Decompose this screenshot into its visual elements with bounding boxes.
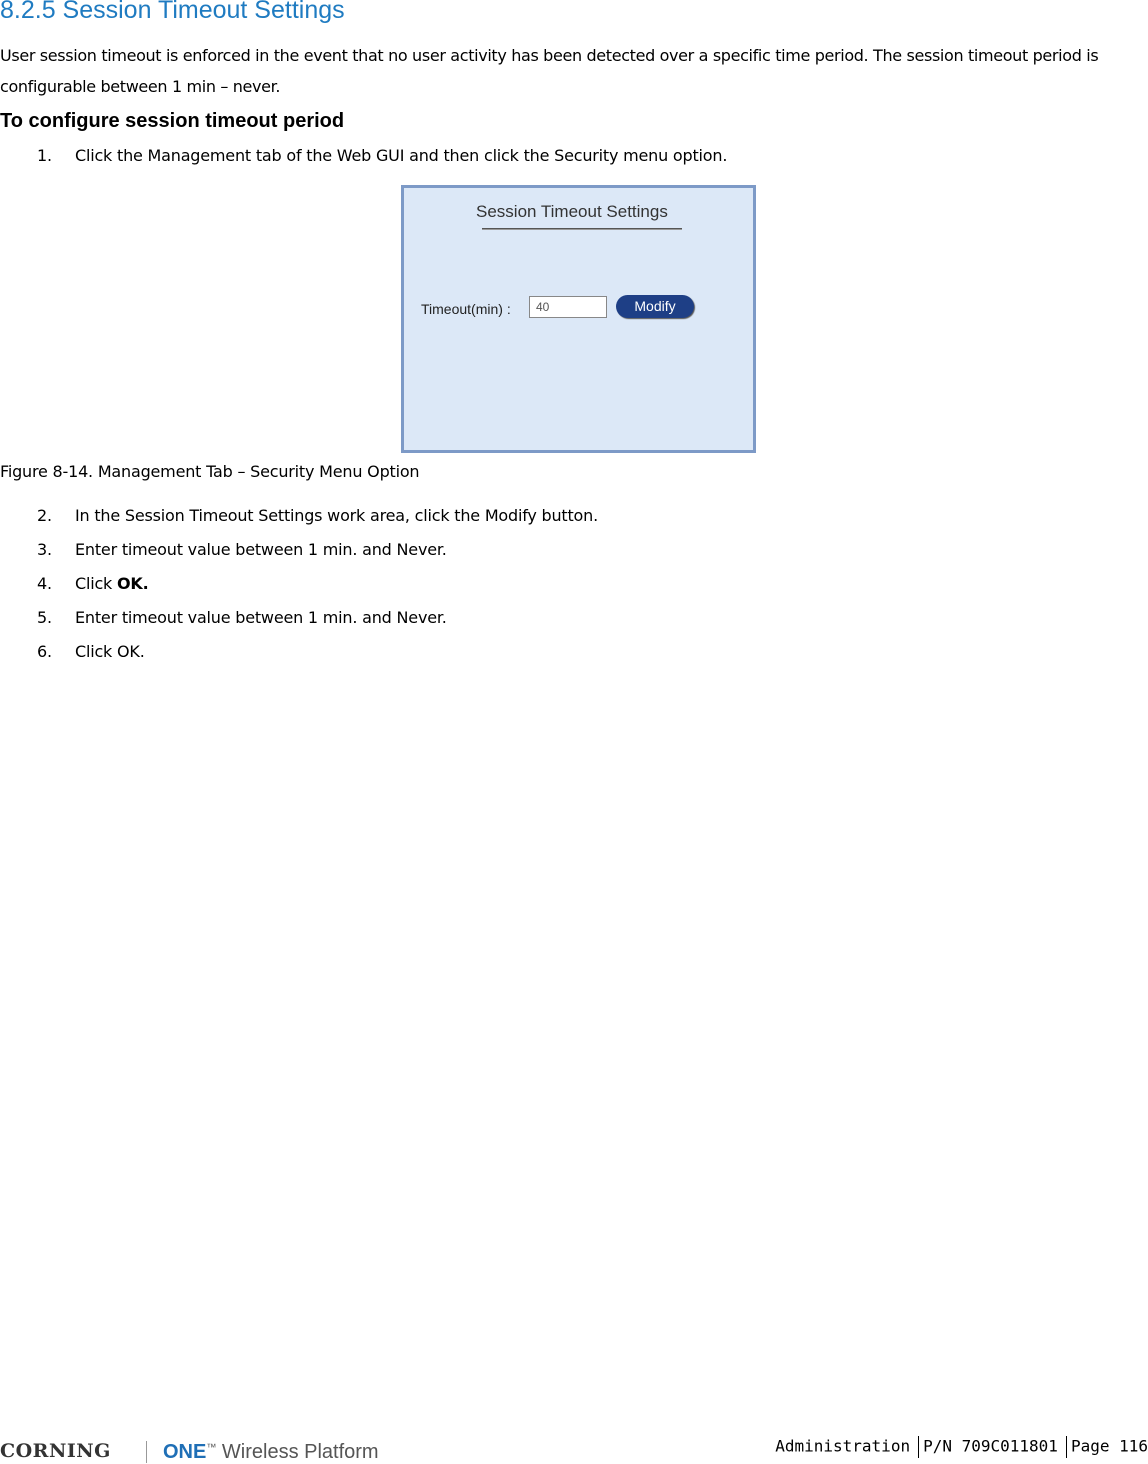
trademark-symbol: ™ <box>206 1442 217 1454</box>
footer-section: Administration <box>775 1436 911 1456</box>
product-one: ONE <box>163 1441 207 1463</box>
step-number: 1. <box>37 146 52 165</box>
step-6 <box>37 642 145 661</box>
step-number: 2. <box>37 506 52 525</box>
step-3 <box>37 540 447 559</box>
product-name: Wireless Platform <box>216 1441 379 1463</box>
step-number: 4. <box>37 574 52 593</box>
footer-page: Page 116 <box>1070 1436 1148 1456</box>
step-number: 6. <box>37 642 52 661</box>
step-4 <box>37 574 149 593</box>
step-5 <box>37 608 447 627</box>
step-number: 5. <box>37 608 52 627</box>
title-underline <box>482 228 682 230</box>
step-number: 3. <box>37 540 52 559</box>
step-text: Click OK. <box>75 642 145 661</box>
footer-divider <box>1066 1436 1067 1458</box>
step-text-prefix: Click <box>75 574 118 593</box>
footer-part-number: P/N 709C011801 <box>923 1436 1058 1456</box>
step-text: Enter timeout value between 1 min. and Never. <box>75 608 447 627</box>
step-text: Click the Management tab of the Web GUI and then click the Security menu option. <box>75 146 728 165</box>
step-text-bold: OK. <box>117 574 149 593</box>
section-heading: 8.2.5 Session Timeout Settings <box>0 0 345 24</box>
timeout-label: Timeout(min) : <box>421 301 511 317</box>
modify-button[interactable]: Modify <box>616 295 694 318</box>
footer-divider <box>918 1436 919 1458</box>
product-logo <box>163 1441 379 1464</box>
footer-divider <box>146 1441 147 1463</box>
footer-info <box>775 1436 1148 1458</box>
session-timeout-screenshot <box>401 185 756 453</box>
step-1 <box>37 146 727 165</box>
corning-logo: CORNING <box>0 1440 111 1462</box>
step-2 <box>37 506 598 525</box>
intro-paragraph: User session timeout is enforced in the event that no user activity has been detected over a specific time period. The session timeout period is configurable between 1 min – never. <box>0 46 1099 96</box>
procedure-heading: To configure session timeout period <box>0 110 345 132</box>
step-text: In the Session Timeout Settings work area, click the Modify button. <box>75 506 598 525</box>
screenshot-title: Session Timeout Settings <box>476 202 668 221</box>
step-text: Enter timeout value between 1 min. and Never. <box>75 540 447 559</box>
figure-caption: Figure 8-14. Management Tab – Security Menu Option <box>0 462 420 481</box>
timeout-input[interactable]: 40 <box>529 296 607 318</box>
